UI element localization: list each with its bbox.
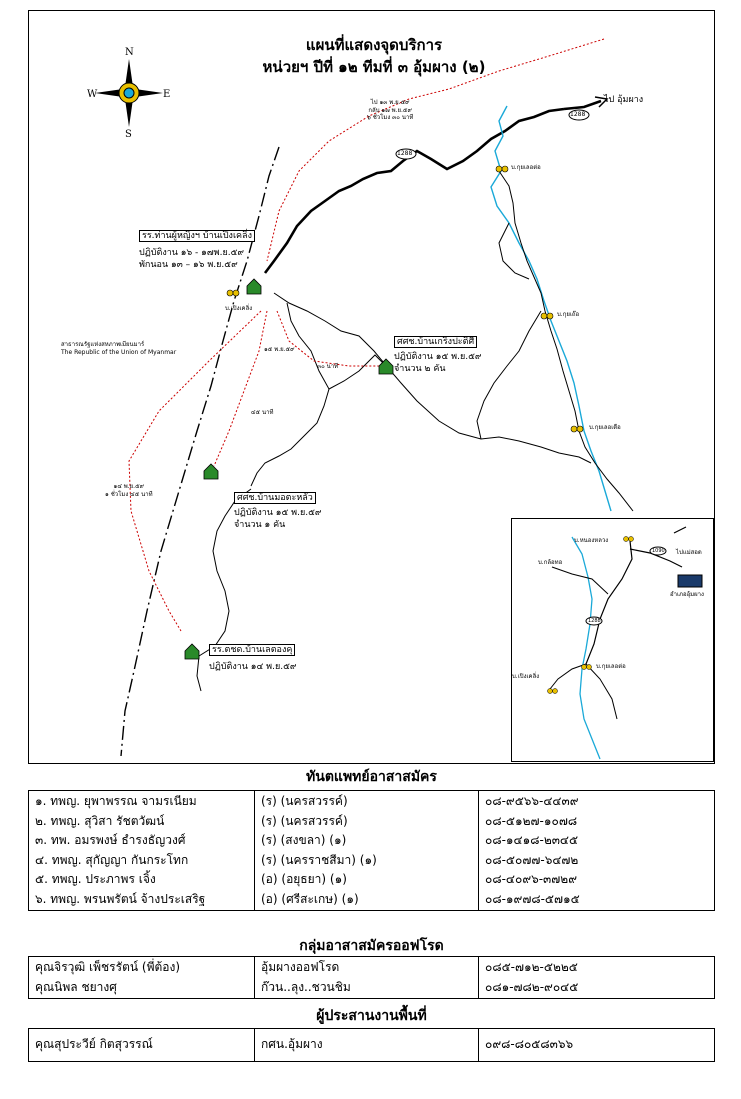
route-to-letongkhu <box>129 311 261 631</box>
village-ku-thue: บ.กุยเถ๊อ <box>557 311 580 318</box>
offroad-names: คุณจิรวุฒิ เพ็ชรรัตน์ (พี่ต้อง) คุณนิพล ชยางศุ <box>29 957 255 999</box>
compass-rose <box>95 59 163 127</box>
service-point-2: ศศช.บ้านเกริงปะติศี ปฏิบัติงาน ๑๕ พ.ย.๕๙ จำนวน ๒ คัน <box>394 337 482 374</box>
service-point-3: ศศช.บ้านมอตะหลัว ปฏิบัติงาน ๑๕ พ.ย.๕๙ จำนวน ๑ คัน <box>234 493 322 530</box>
dentists-title: ทันตแพทย์อาสาสมัคร <box>306 769 437 785</box>
compass-e: E <box>163 89 171 100</box>
service-point-4: รร.ตชด.บ้านเลตองคุ ปฏิบัติงาน ๑๔ พ.ย.๕๙ <box>209 645 297 673</box>
leg-45min: ๔๕ นาที <box>251 409 274 416</box>
main-road <box>265 109 564 273</box>
village-marker <box>227 166 583 432</box>
table-row <box>29 1029 715 1062</box>
inset-ku-lae-to-do: บ.กุยเลอต่อ <box>596 663 626 670</box>
table-row <box>29 957 715 999</box>
leg-30min: ๓๐ นาที <box>317 363 339 370</box>
village-ku-lae-to-do: บ.กุยเลอต่อ <box>511 164 541 171</box>
to-umphang-label: ไป อุ้มผาง <box>604 95 644 105</box>
coordinator-name: คุณสุประวีย์ กิตสุวรรณ์ <box>29 1029 255 1062</box>
dentist-affiliations: (ร) (นครสวรรค์) (ร) (นครสวรรค์) (ร) (สงขลา) (๑) (ร) (นครราชสีมา) (๑) (อ) (อยุธยา) (๑) (อ) (ศรีสะเกษ) (๑) <box>255 791 479 911</box>
trip-note: ไป ๑๓ พ.ย.๕๙ กลับ ๑๗ พ.ย.๕๙ ๖ ชั่วโมง ๓๐ นาที <box>367 99 414 121</box>
leg-15-date: ๑๕ พ.ย.๕๙ <box>264 346 295 353</box>
road-to-umphang <box>564 101 601 109</box>
table-row <box>29 791 715 911</box>
compass-s: S <box>125 129 132 140</box>
dentist-phones: ๐๘-๙๕๖๖-๔๔๓๙ ๐๘-๕๑๒๗-๑๐๗๘ ๐๘-๑๔๑๘-๒๓๔๕ ๐๘-๕๐๗๗-๖๔๗๒ ๐๘-๔๐๙๖-๓๗๒๙ ๐๘-๑๙๗๘-๕๗๑๕ <box>479 791 715 911</box>
service-map <box>28 10 715 764</box>
offroad-table <box>28 956 715 999</box>
road-net-3 <box>251 303 329 486</box>
road-net-6 <box>477 311 541 439</box>
village-pueng-klueng: บ.เปิงเคลิ่ง <box>225 305 253 312</box>
offroad-groups: อุ้มผางออฟโรด ก๊วน..ลุง..ชวนชิม <box>255 957 479 999</box>
offroad-title: กลุ่มอาสาสมัครออฟโรด <box>299 938 444 954</box>
road-net <box>499 171 633 511</box>
inset-route-1288: 1288 <box>588 618 601 624</box>
inset-route-1090: 1090 <box>652 548 665 554</box>
coordinator-table <box>28 1028 715 1062</box>
inset-klo-tho: บ.กล้อทอ <box>538 559 563 566</box>
service-point-1: รร.ท่านผู้หญิงฯ บ้านเปิงเคลิ่ง ปฏิบัติงาน ๑๖ - ๑๗พ.ย.๕๙ พักนอน ๑๓ – ๑๖ พ.ย.๕๙ <box>139 231 255 271</box>
offroad-phones: ๐๘๕-๗๑๒-๕๒๒๕ ๐๘๑-๗๘๒-๙๐๔๕ <box>479 957 715 999</box>
inset-pueng-klueng: บ.เปิงเคลิ่ง <box>512 673 540 680</box>
route-1288-label-2: 1288 <box>397 150 413 157</box>
inset-to-mae-sot: ไปแม่สอด <box>676 549 702 556</box>
road-net-7 <box>499 223 529 279</box>
coordinator-org: กศน.อุ้มผาง <box>255 1029 479 1062</box>
leg-14: ๑๔ พ.ย.๕๙ ๑ ชั่วโมง ๔๕ นาที <box>105 483 153 498</box>
village-ku-lae-tue: บ.กุยเลอเตือ <box>589 424 621 431</box>
inset-map <box>511 518 714 762</box>
map-title: แผนที่แสดงจุดบริการ <box>305 36 443 54</box>
route-to-mota <box>214 311 267 466</box>
compass-n: N <box>125 47 134 58</box>
coordinator-title: ผู้ประสานงานพื้นที่ <box>316 1008 427 1024</box>
service-point-marker <box>185 279 393 659</box>
coordinator-phone: ๐๙๘-๘๐๕๘๓๖๖ <box>479 1029 715 1062</box>
compass-w: W <box>87 89 98 100</box>
inset-nong-luang: บ.หนองหลวง <box>574 537 609 544</box>
myanmar-label: สาธารณรัฐแห่งสหภาพเมียนมาร์ The Republic of the Union of Myanmar <box>61 341 177 356</box>
route-to-kroeng <box>277 311 381 366</box>
map-subtitle: หน่วยฯ ปีที่ ๑๒ ทีมที่ ๓ อุ้มผาง (๒) <box>262 58 486 76</box>
dentists-table <box>28 790 715 911</box>
inset-amphoe: อำเภออุ้มผาง <box>670 591 704 598</box>
route-1288-label: 1288 <box>570 111 586 118</box>
dentist-names: ๑. ทพญ. ยุพาพรรณ จามรเนียม ๒. ทพญ. สุวิสา รัชตวัฒน์ ๓. ทพ. อมรพงษ์ ธำรงธัญวงศ์ ๔. ทพญ. สุกัญญา กันกระโทก ๕. ทพญ. ประภาพร เจิ้ง ๖. ทพญ. พรนพรัตน์ จ้างประเสริฐ <box>29 791 255 911</box>
